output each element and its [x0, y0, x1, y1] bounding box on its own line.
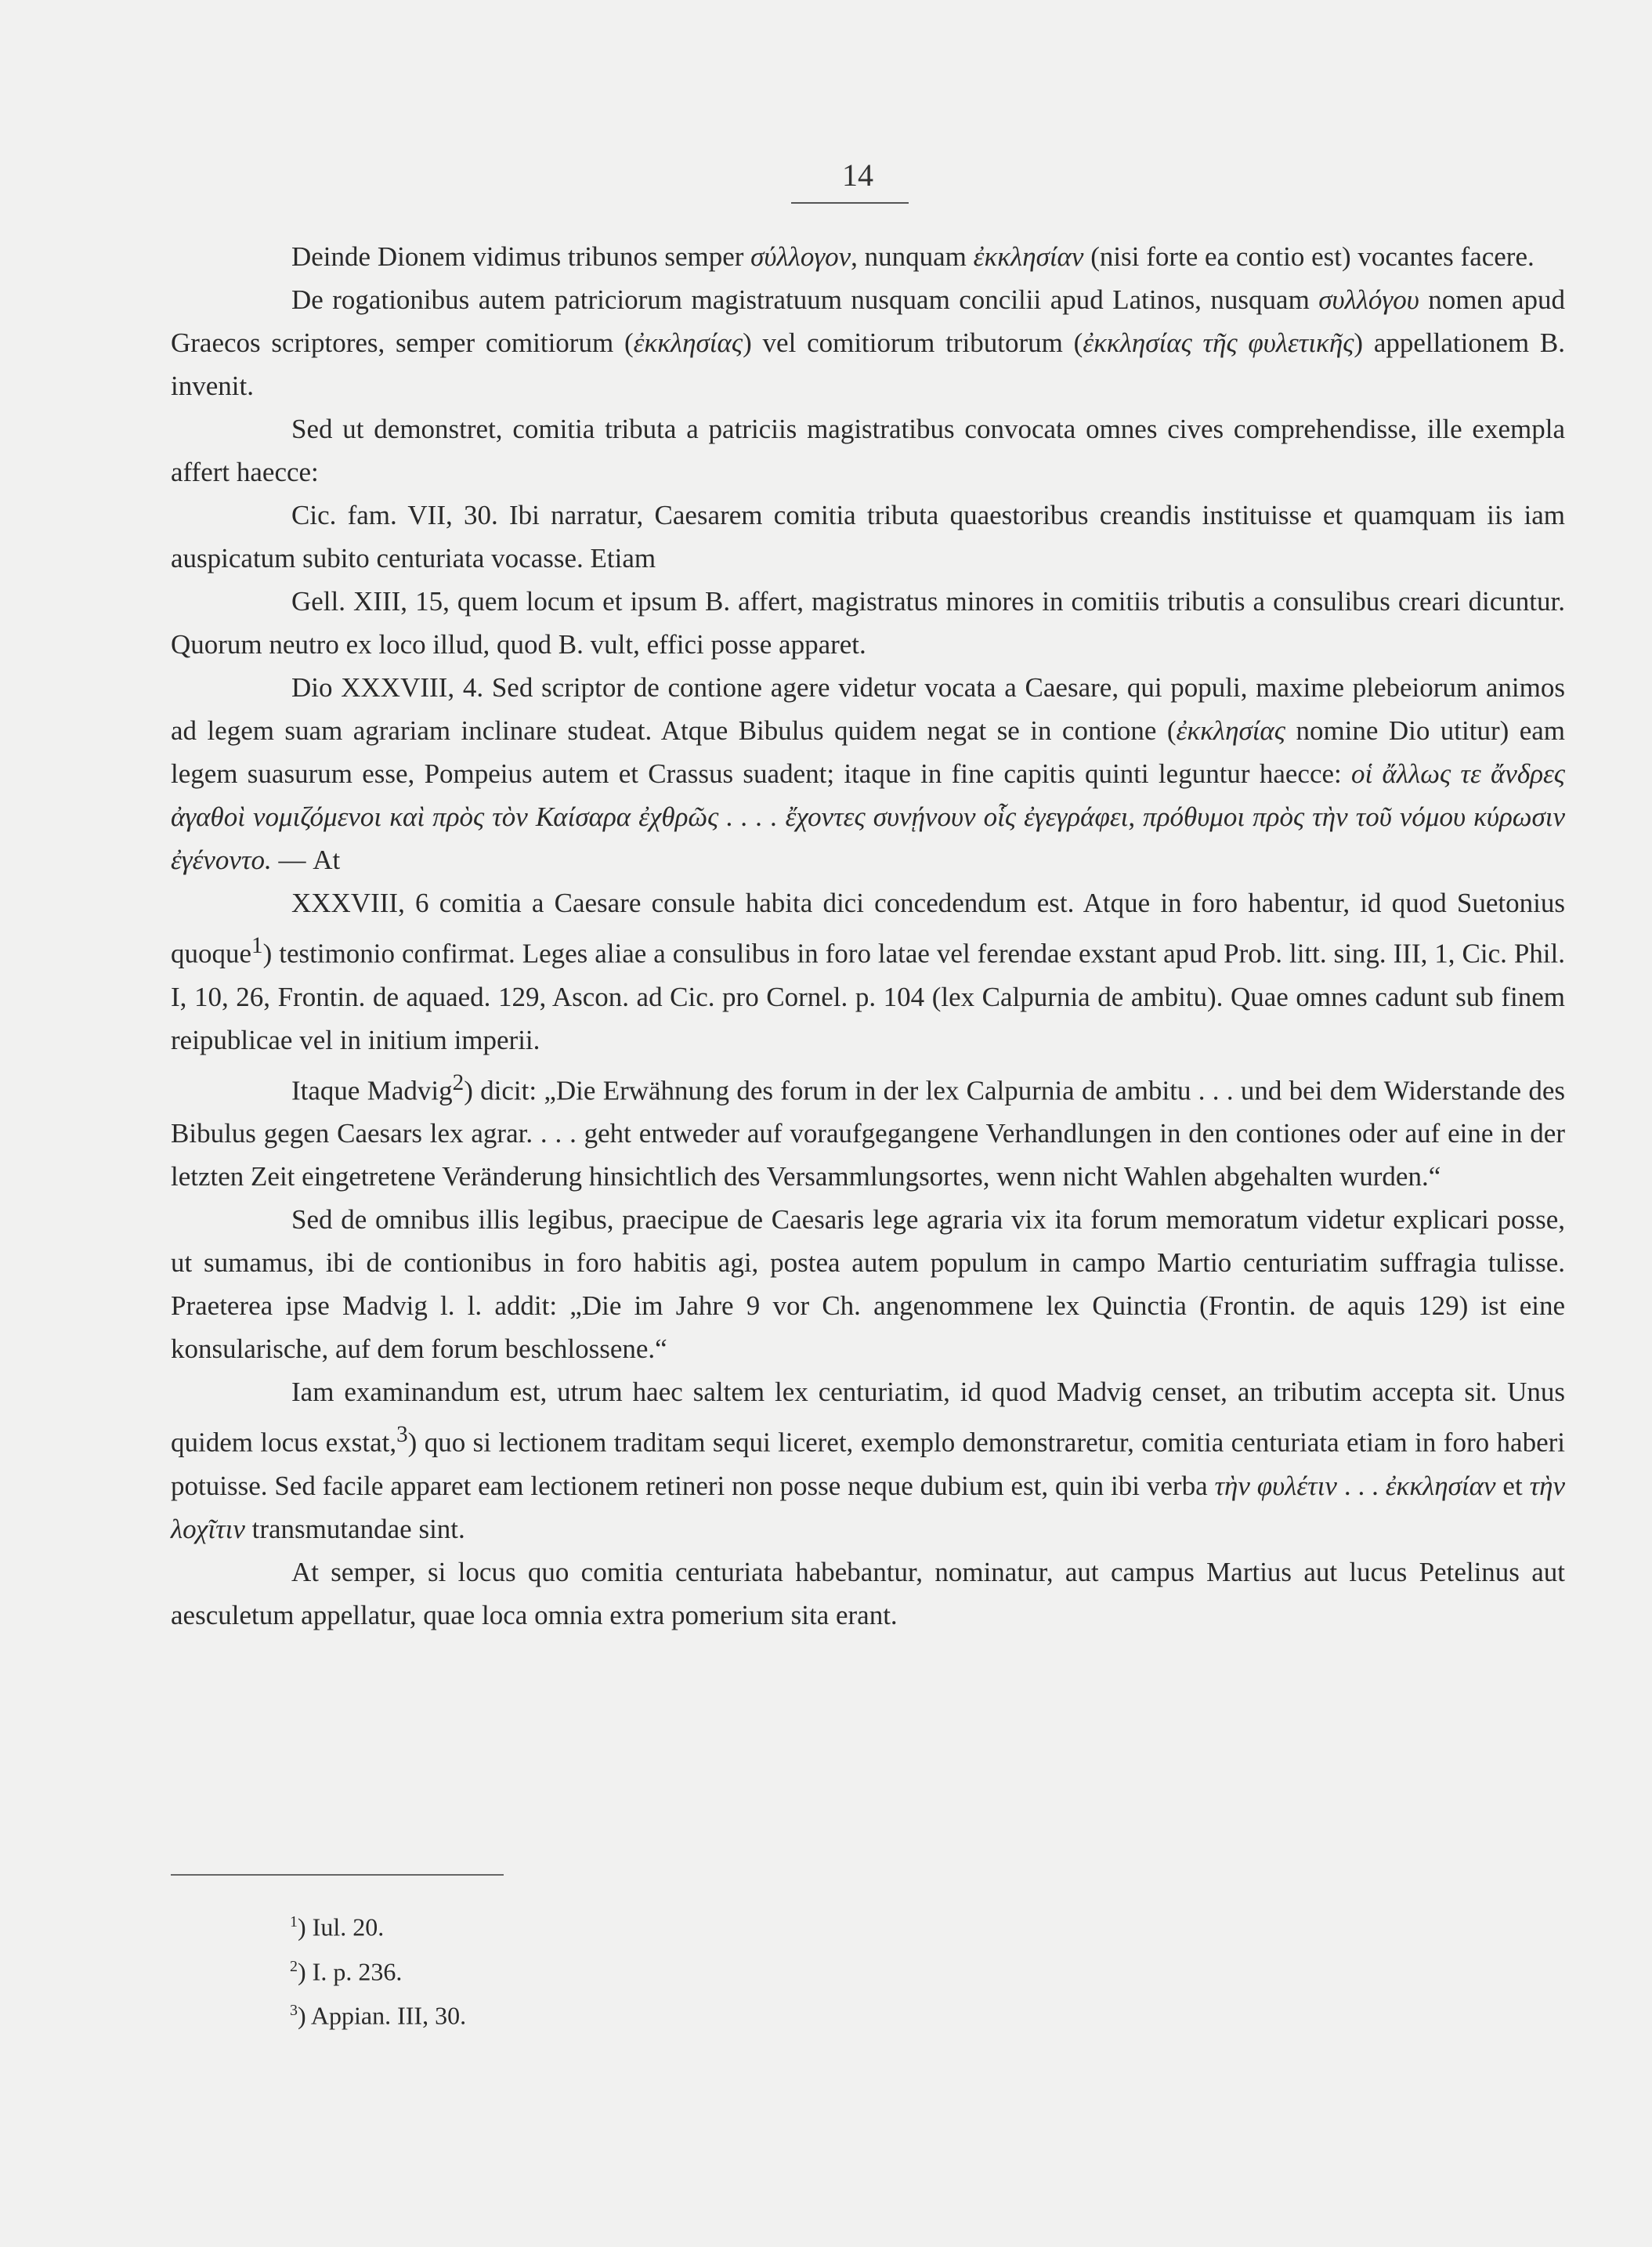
text-run: ) dicit: „Die Erwähnung des forum in der lex Calpurnia de ambitu . . . und bei dem Widerstande des Bibulus gegen Caesars lex agrar. . . . geht entweder auf voraufgegangene Verhandlungen in den contiones oder auf eine in der letzten Zeit eingetretene Veränderung hinsichtlich des Versammlungsortes, wenn nicht Wahlen abgehalten wurden.“: [171, 1075, 1566, 1192]
paragraph-4: Cic. fam. VII, 30. Ibi narratur, Caesarem comitia tributa quaestoribus creandis instituisse et quamquam iis iam auspicatum subito centuriata vocasse. Etiam: [171, 500, 1565, 574]
paragraph-11: At semper, si locus quo comitia centuriata habebantur, nominatur, aut campus Martius aut lucus Petelinus aut aesculetum appellatur, quae loca omnia extra pomerium sita erant.: [171, 1556, 1565, 1630]
greek-term: ἐκκλησίας: [633, 327, 743, 358]
body-text: [171, 235, 1565, 1637]
paragraph-10: [171, 1370, 1565, 1550]
text-run: ) testimonio confirmat. Leges aliae a consulibus in foro latae vel ferendae exstant apud Prob. litt. sing. III, 1, Cic. Phil. I, 10, 26, Frontin. de aquaed. 129, Ascon. ad Cic. pro Cornel. p. 104 (lex Calpurnia de ambitu). Quae omnes cadunt sub finem reipublicae vel in initium imperii.: [171, 938, 1565, 1055]
greek-term: ἐκκλησίαν: [973, 241, 1084, 272]
paragraph-6: [171, 666, 1565, 881]
paragraph-7: [171, 881, 1565, 1062]
text-run: XXXVIII, 6 comitia a Caesare consule habita dici concedendum est. Atque in foro habentur, id quod Suetonius quoque: [171, 888, 1565, 969]
paragraph-3: Sed ut demonstret, comitia tributa a patriciis magistratibus convocata omnes cives comprehendisse, ille exempla affert haecce:: [171, 414, 1565, 487]
footnote-text: ) I. p. 236.: [298, 1957, 403, 1986]
paragraph-1: [171, 235, 1565, 278]
footnote-mark: 3: [290, 2002, 298, 2020]
footnote-mark: 1: [290, 1913, 298, 1930]
footnote-ref: 3: [396, 1422, 408, 1448]
paragraph-9: Sed de omnibus illis legibus, praecipue de Caesaris lege agraria vix ita forum memoratum videtur explicari posse, ut sumamus, ibi de contionibus in foro habitis agi, postea autem populum in campo Martio centuriatim suffragia tulisse. Praeterea ipse Madvig l. l. addit: „Die im Jahre 9 vor Ch. angenommene lex Quinctia (Frontin. de aquis 129) ist eine konsularische, auf dem forum beschlossene.“: [171, 1204, 1565, 1365]
text-run: ) vel comitiorum tributorum (: [743, 327, 1083, 358]
text-run: nomine Dio utitur) eam legem suasurum esse, Pompeius autem et Crassus suadent; itaque in fine capitis quinti leguntur haecce:: [171, 715, 1565, 789]
footnote-mark: 2: [290, 1957, 298, 1975]
greek-quotation: οἱ ἄλλως τε ἄνδρες ἀγαθοὶ νομιζόμενοι καὶ πρὸς τὸν Καίσαρα ἐχθρῶς . . . . ἔχοντες συνῄνουν οἷς ἐγεγράφει, πρόθυμοι πρὸς τὴν τοῦ νόμου κύρωσιν ἐγένοντο.: [171, 758, 1565, 875]
footnote-text: ) Appian. III, 30.: [298, 2001, 467, 2030]
footnote-ref: 1: [251, 933, 263, 958]
greek-term: συλλόγου: [1318, 284, 1419, 315]
text-run: Itaque Madvig: [291, 1075, 453, 1106]
text-run: ) quo si lectionem traditam sequi liceret, exemplo demonstraretur, comitia centuriata etiam in foro haberi potuisse. Sed facile apparet eam lectionem retineri non posse neque dubium est, quin ibi verba: [171, 1427, 1565, 1501]
greek-term: τὴν φυλέτιν: [1214, 1470, 1337, 1501]
paragraph-2: [171, 278, 1565, 407]
text-run: , nunquam: [851, 241, 974, 272]
text-run: (nisi forte ea contio est) vocantes facere.: [1083, 241, 1535, 272]
greek-term: ἐκκλησίας: [1176, 715, 1286, 746]
text-run: et: [1495, 1470, 1530, 1501]
footnotes: [290, 1902, 466, 2035]
text-run: Iam examinandum est, utrum haec saltem lex centuriatim, id quod Madvig censet, an tributim accepta sit. Unus quidem locus exstat,: [171, 1377, 1565, 1458]
greek-term: τὴν λοχῖτιν: [171, 1470, 1565, 1544]
footnote: [290, 1902, 466, 1947]
greek-term: ἐκκλησίας τῆς φυλετικῆς: [1083, 327, 1354, 358]
footnote: [290, 1991, 466, 2035]
text-run: transmutandae sint.: [244, 1513, 465, 1544]
footnote-text: ) Iul. 20.: [298, 1912, 385, 1941]
footnote: [290, 1947, 466, 1992]
paragraph-5: Gell. XIII, 15, quem locum et ipsum B. affert, magistratus minores in comitiis tributis a consulibus creari dicuntur. Quorum neutro ex loco illud, quod B. vult, effici posse apparet.: [171, 586, 1565, 660]
footnote-rule: [171, 1874, 504, 1876]
page-number-rule: [791, 202, 909, 204]
paragraph-8: [171, 1062, 1565, 1199]
greek-term: ἐκκλησίαν: [1385, 1470, 1496, 1501]
text-run: — At: [271, 845, 341, 875]
text-run: De rogationibus autem patriciorum magistratuum nusquam concilii apud Latinos, nusquam: [291, 284, 1319, 315]
page-number: 14: [842, 157, 873, 193]
greek-term: σύλλογον: [750, 241, 851, 272]
text-run: Dio XXXVIII, 4. Sed scriptor de contione agere videtur vocata a Caesare, qui populi, maxime plebeiorum animos ad legem suam agrariam inclinare studeat. Atque Bibulus quidem negat se in contione (: [171, 672, 1565, 746]
text-run: nomen apud Graecos scriptores, semper comitiorum (: [171, 284, 1566, 358]
text-run: ) appellationem B. invenit.: [171, 327, 1565, 401]
text-run: . . .: [1336, 1470, 1386, 1501]
text-run: Deinde Dionem vidimus tribunos semper: [291, 241, 751, 272]
footnote-ref: 2: [452, 1069, 465, 1095]
